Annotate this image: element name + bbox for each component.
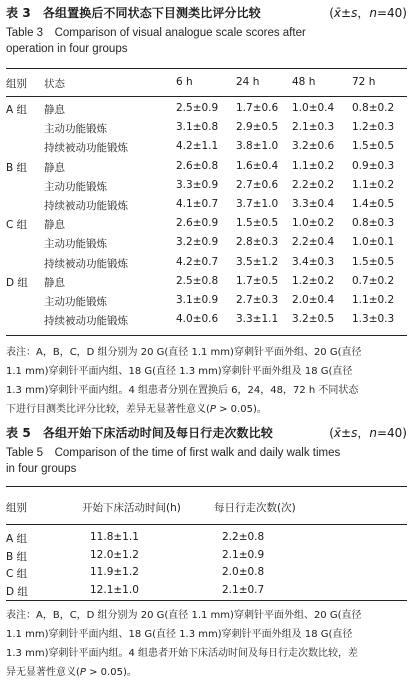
table3-note [6, 343, 407, 419]
table3-cell: 1.7±0.6 [236, 102, 279, 114]
table3-row-state: 持续被动功能锻炼 [44, 200, 128, 212]
table5-cell: 12.1±1.0 [90, 584, 139, 596]
table5-header-group: 组别 [6, 502, 27, 514]
table3-cell: 0.9±0.3 [352, 160, 395, 172]
table5-note [6, 606, 407, 682]
table5-cell: 2.0±0.8 [222, 566, 265, 578]
table5-note-line2: 1.1 mm)穿刺针平面内组、18 G(直径 1.3 mm)穿刺针平面外组及 18 G(直径 [6, 629, 353, 640]
table5-caption-cn: 表 5 各组开始下床活动时间及每日行走次数比较 [6, 426, 273, 440]
table3-header-rule [6, 96, 407, 97]
table5-note-line4: 异无显著性意义(P > 0.05)。 [6, 667, 137, 678]
table5 [6, 420, 407, 693]
table5-cell: 2.1±0.7 [222, 584, 265, 596]
table3-cell: 1.0±0.2 [292, 217, 335, 229]
table5-caption-en-line2: in four groups [6, 463, 77, 475]
table3-caption-en-line2: operation in four groups [6, 43, 128, 55]
table5-header-daily-walk: 每日行走次数(次) [214, 502, 296, 514]
table3-cell: 3.3±1.1 [236, 313, 279, 325]
table3-cell: 2.6±0.9 [176, 217, 219, 229]
table5-cell: 11.9±1.2 [90, 566, 139, 578]
table3-cell: 3.1±0.9 [176, 294, 219, 306]
table3-row-state: 静息 [44, 162, 65, 174]
table3-row-state: 主动功能锻炼 [44, 181, 107, 193]
table3-note-line4: 下进行目测类比评分比较，差异无显著性意义(P > 0.05)。 [6, 404, 267, 415]
table3-cell: 3.2±0.9 [176, 236, 219, 248]
table3 [6, 0, 407, 415]
table3-cell: 1.5±0.5 [236, 217, 279, 229]
table3-header-group: 组别 [6, 78, 27, 90]
table5-cell: 11.8±1.1 [90, 531, 139, 543]
table3-row-group-label: A 组 [6, 104, 28, 116]
table3-cell: 1.7±0.5 [236, 275, 279, 287]
table3-cell: 2.9±0.5 [236, 121, 279, 133]
table3-cell: 0.8±0.2 [352, 102, 395, 114]
table3-top-rule [6, 68, 407, 69]
table3-bottom-rule [6, 335, 407, 336]
table3-cell: 3.3±0.4 [292, 198, 335, 210]
table3-cell: 4.0±0.6 [176, 313, 219, 325]
table5-note-line3: 1.3 mm)穿刺针平面内组。4 组患者开始下床活动时间及每日行走次数比较，差 [6, 648, 359, 659]
table3-row-state: 静息 [44, 219, 65, 231]
table5-cell: 2.1±0.9 [222, 549, 265, 561]
table3-header-state: 状态 [44, 78, 65, 90]
table3-cell: 3.2±0.5 [292, 313, 335, 325]
table3-cell: 1.2±0.2 [292, 275, 335, 287]
table3-cell: 1.0±0.1 [352, 236, 395, 248]
table3-cell: 2.2±0.4 [292, 236, 335, 248]
table5-caption-en-line1: Table 5 Comparison of the time of first walk and daily walk times [6, 447, 341, 459]
table5-header-rule [6, 524, 407, 525]
table3-cell: 1.5±0.5 [352, 140, 395, 152]
table3-cell: 3.2±0.6 [292, 140, 335, 152]
table3-note-line1: 表注：A，B，C，D 组分别为 20 G(直径 1.1 mm)穿刺针平面外组、20 G(直径 [6, 347, 362, 358]
table3-row-state: 主动功能锻炼 [44, 238, 107, 250]
table3-row-group-label: D 组 [6, 277, 28, 289]
table3-cell: 1.5±0.5 [352, 256, 395, 268]
table3-cell: 4.2±1.1 [176, 140, 219, 152]
table3-row-state: 持续被动功能锻炼 [44, 315, 128, 327]
table3-cell: 0.8±0.3 [352, 217, 395, 229]
table5-row-group-label: D 组 [6, 586, 28, 598]
table3-cell: 3.1±0.8 [176, 121, 219, 133]
table3-cell: 2.7±0.6 [236, 179, 279, 191]
table3-cell: 1.3±0.3 [352, 313, 395, 325]
table5-stat-label: (x̄±s，n=40) [329, 426, 407, 440]
table3-row-group-label: C 组 [6, 219, 28, 231]
table3-cell: 3.8±1.0 [236, 140, 279, 152]
table3-row-state: 静息 [44, 277, 65, 289]
table5-cell: 2.2±0.8 [222, 531, 265, 543]
table3-cell: 1.0±0.4 [292, 102, 335, 114]
table3-cell: 3.4±0.3 [292, 256, 335, 268]
table5-row-group-label: C 组 [6, 568, 28, 580]
table3-cell: 2.8±0.3 [236, 236, 279, 248]
table3-row-state: 持续被动功能锻炼 [44, 142, 128, 154]
table3-cell: 2.0±0.4 [292, 294, 335, 306]
table3-header-48h: 48 h [292, 76, 316, 88]
table5-top-rule [6, 486, 407, 487]
table3-caption-cn: 表 3 各组置换后不同状态下目测类比评分比较 [6, 6, 261, 20]
table3-header-72h: 72 h [352, 76, 376, 88]
table5-row-group-label: A 组 [6, 533, 28, 545]
table3-cell: 1.4±0.5 [352, 198, 395, 210]
table3-cell: 1.1±0.2 [292, 160, 335, 172]
table3-stat-label: (x̄±s，n=40) [329, 6, 407, 20]
table5-note-line1: 表注：A，B，C，D 组分别为 20 G(直径 1.1 mm)穿刺针平面外组、20 G(直径 [6, 610, 362, 621]
table3-row-state: 持续被动功能锻炼 [44, 258, 128, 270]
table3-row-state: 静息 [44, 104, 65, 116]
table3-caption-en-line1: Table 3 Comparison of visual analogue scale scores after [6, 27, 306, 39]
table5-cell: 12.0±1.2 [90, 549, 139, 561]
table3-header-6h: 6 h [176, 76, 193, 88]
table3-cell: 3.3±0.9 [176, 179, 219, 191]
table3-cell: 1.1±0.2 [352, 294, 395, 306]
table3-cell: 1.6±0.4 [236, 160, 279, 172]
table3-cell: 3.7±1.0 [236, 198, 279, 210]
table3-header-24h: 24 h [236, 76, 260, 88]
table3-cell: 0.7±0.2 [352, 275, 395, 287]
table3-cell: 3.5±1.2 [236, 256, 279, 268]
table3-cell: 4.1±0.7 [176, 198, 219, 210]
table5-header-first-walk: 开始下床活动时间(h) [82, 502, 181, 514]
table3-cell: 4.2±0.7 [176, 256, 219, 268]
table5-row-group-label: B 组 [6, 551, 28, 563]
table5-bottom-rule [6, 600, 407, 601]
table3-cell: 2.5±0.9 [176, 102, 219, 114]
table3-row-group-label: B 组 [6, 162, 28, 174]
table3-cell: 2.6±0.8 [176, 160, 219, 172]
table3-cell: 1.1±0.2 [352, 179, 395, 191]
table3-note-line2: 1.1 mm)穿刺针平面内组、18 G(直径 1.3 mm)穿刺针平面外组及 18 G(直径 [6, 366, 353, 377]
table3-cell: 2.5±0.8 [176, 275, 219, 287]
table3-cell: 2.7±0.3 [236, 294, 279, 306]
table3-row-state: 主动功能锻炼 [44, 123, 107, 135]
table3-cell: 1.2±0.3 [352, 121, 395, 133]
table3-cell: 2.1±0.3 [292, 121, 335, 133]
table3-row-state: 主动功能锻炼 [44, 296, 107, 308]
table3-cell: 2.2±0.2 [292, 179, 335, 191]
table3-note-line3: 1.3 mm)穿刺针平面内组。4 组患者分别在置换后 6，24，48，72 h 不同状态 [6, 385, 359, 396]
